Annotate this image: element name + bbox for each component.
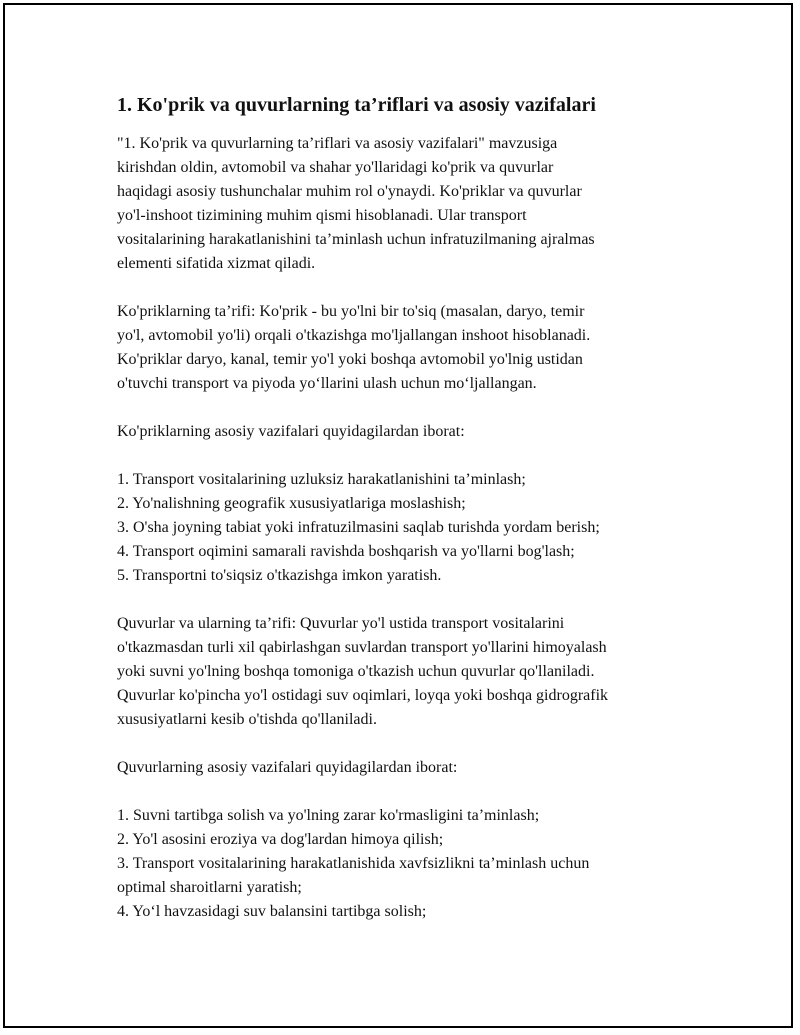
paragraph-gap xyxy=(117,732,692,756)
intro-paragraph: "1. Ko'prik va quvurlarning ta’riflari va asosiy vazifalari" mavzusiga kirishdan oldin, avtomobil va shahar yo'llaridagi ko'prik va quvurlar haqidagi asosiy tushunchalar muhim rol o'ynaydi. Ko'priklar va quvurlar yo'l-inshoot tizimining muhim qismi hisoblanadi. Ular transport vositalarining harakatlanishini ta’minlash uchun infratuzilmaning ajralmas elementi sifatida xizmat qiladi. xyxy=(117,135,595,272)
culvert-definition-paragraph: Quvurlar va ularning ta’rifi: Quvurlar yo'l ustida transport vositalarini o'tkazmasdan turli xil qabirlashgan suvlardan transport yo'llarini himoyalash yoki suvni yo'lning boshqa tomoniga o'tkazish uchun quvurlar qo'llaniladi. Quvurlar ko'pincha yo'l ostidagi suv oqimlari, loyqa yoki boshqa gidrografik xususiyatlarni kesib o'tishda qo'llaniladi. xyxy=(117,615,609,728)
paragraph-gap xyxy=(117,588,692,612)
paragraph-gap xyxy=(117,396,692,420)
document-title: 1. Ko'prik va quvurlarning ta’riflari va asosiy vazifalari xyxy=(117,94,596,116)
bridge-functions-heading: Ko'priklarning asosiy vazifalari quyidagilardan iborat: xyxy=(117,423,465,440)
document-body xyxy=(117,92,692,924)
culvert-functions-heading: Quvurlarning asosiy vazifalari quyidagilardan iborat: xyxy=(117,759,458,776)
bridge-functions-list: 1. Transport vositalarining uzluksiz harakatlanishini ta’minlash; 2. Yo'nalishning geografik xususiyatlariga moslashish; 3. O'sha joyning tabiat yoki infratuzilmasini saqlab turishda yordam berish; 4. Transport oqimini samarali ravishda boshqarish va yo'llarni bog'lash; 5. Transportni to'siqsiz o'tkazishga imkon yaratish. xyxy=(117,471,600,584)
paragraph-gap xyxy=(117,780,692,804)
paragraph-gap xyxy=(117,444,692,468)
bridge-definition-paragraph: Ko'priklarning ta’rifi: Ko'prik - bu yo'lni bir to'siq (masalan, daryo, temir yo'l, avtomobil yo'li) orqali o'tkazishga mo'ljallangan inshoot hisoblanadi. Ko'priklar daryo, kanal, temir yo'l yoki boshqa avtomobil yo'lnig ustidan o'tuvchi transport va piyoda yo‘llarini ulash uchun mo‘ljallangan. xyxy=(117,303,591,392)
paragraph-gap xyxy=(117,276,692,300)
culvert-functions-list: 1. Suvni tartibga solish va yo'lning zarar ko'rmasligini ta’minlash; 2. Yo'l asosini eroziya va dog'lardan himoya qilish; 3. Transport vositalarining harakatlanishida xavfsizlikni ta’minlash uchun optimal sharoitlarni yaratish; 4. Yo‘l havzasidagi suv balansini tartibga solish; xyxy=(117,807,590,920)
